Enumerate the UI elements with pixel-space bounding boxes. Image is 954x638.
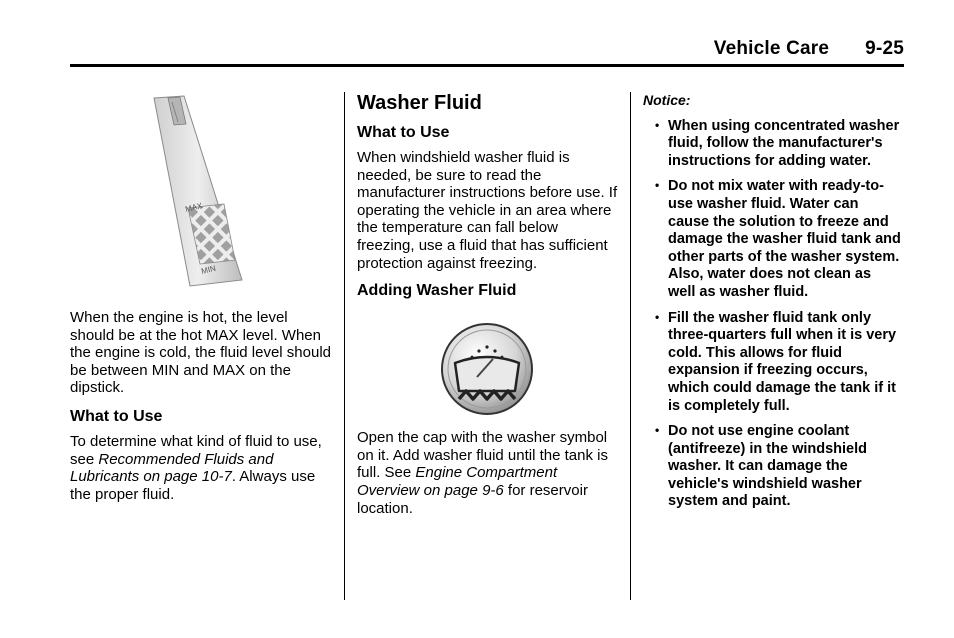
bullet-icon: • (655, 309, 660, 324)
column-divider-1 (344, 92, 345, 600)
dipstick-illustration (150, 94, 250, 290)
washer-what-to-use-paragraph: When windshield washer fluid is needed, be sure to read the manufacturer instructions before use. If operating the vehicle in an area where the temperature can fall below freezing, use a fluid that has sufficient protection against freezing. (357, 149, 618, 272)
page-number: 9-25 (865, 38, 904, 59)
dipstick-icon (150, 94, 250, 290)
column-3 (643, 92, 901, 519)
bullet-icon: • (655, 117, 660, 132)
list-item: • Fill the washer fluid tank only three-quarters full when it is very cold. This allows for fluid expansion if freezing occurs, which could damage the tank if it is completely full. (655, 309, 897, 414)
list-item: • When using concentrated washer fluid, follow the manufacturer's instructions for adding water. (655, 117, 900, 169)
what-to-use-heading-1: What to Use (70, 407, 163, 425)
hot-cold-level-paragraph: When the engine is hot, the level should be at the hot MAX level. When the engine is cold, the fluid level should be between MIN and MAX on the dipstick. (70, 309, 332, 397)
notice-list (643, 118, 901, 511)
notice-label: Notice: (643, 92, 691, 108)
fluid-type-paragraph: To determine what kind of fluid to use, see Recommended Fluids and Lubricants on page 10‑7. Always use the proper fluid. (70, 432, 322, 503)
dipstick-max-label: MAX (184, 201, 204, 214)
engine-compartment-ref[interactable]: Engine Compartment Overview on page 9‑6 (357, 464, 558, 499)
recommended-fluids-ref[interactable]: Recommended Fluids and Lubricants on page 10‑7 (70, 450, 274, 486)
bullet-icon: • (655, 423, 660, 438)
adding-washer-fluid-heading: Adding Washer Fluid (357, 282, 517, 300)
column-1 (70, 309, 332, 503)
column-divider-2 (630, 92, 631, 600)
section-title: Vehicle Care (713, 38, 830, 59)
bullet-icon: • (655, 178, 660, 193)
list-item: • Do not mix water with ready-to-use washer fluid. Water can cause the solution to freeze and damage the washer fluid tank and other parts of the washer system. Also, water does not clean as well as washer fluid. (655, 178, 901, 300)
washer-symbol-illustration (357, 301, 619, 429)
washer-fluid-title: Washer Fluid (357, 92, 482, 114)
list-item: • Do not use engine coolant (antifreeze) in the windshield washer. It can damage the vehicle's windshield washer system and paint. (655, 423, 867, 510)
washer-symbol-icon (437, 321, 537, 421)
dipstick-min-label: MIN (200, 263, 217, 276)
what-to-use-heading-2: What to Use (357, 124, 450, 141)
header-rule (70, 64, 904, 67)
column-2 (357, 91, 619, 517)
adding-fluid-paragraph: Open the cap with the washer symbol on it. Add washer fluid until the tank is full. See Engine Compartment Overview on page 9‑6 for reservoir location. (357, 429, 608, 517)
page-header (714, 38, 904, 60)
